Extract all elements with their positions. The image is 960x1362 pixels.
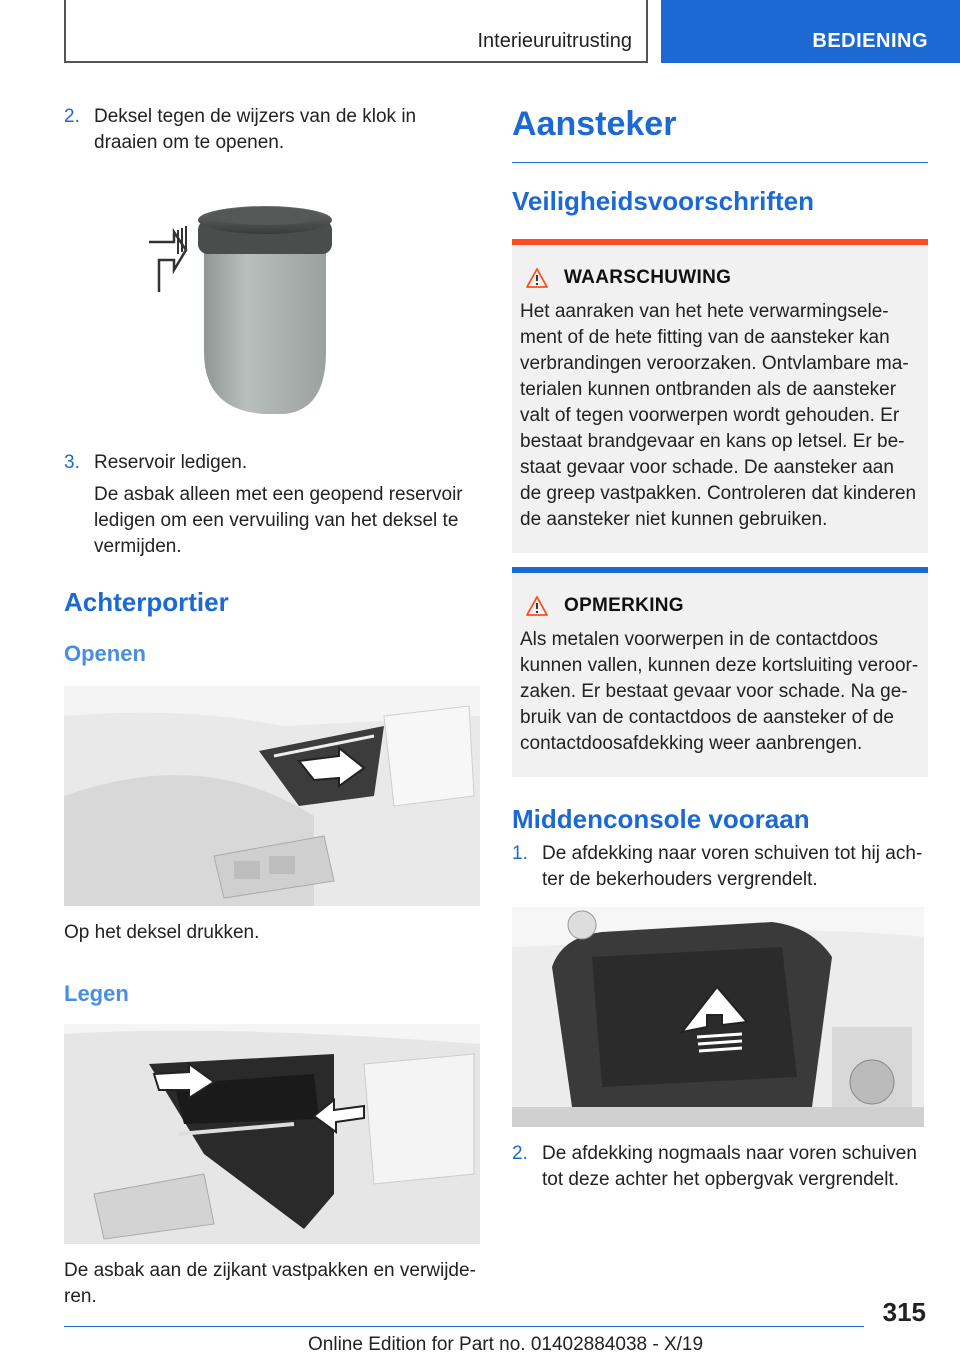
warning-label: WAARSCHUWING bbox=[564, 267, 732, 288]
page-number: 315 bbox=[882, 1297, 926, 1327]
warning-text: Het aanraken van het hete verwarmingselement of de hete fitting van de aansteker kan verbrandingen veroorzaken. Ontvlambare materialen kunnen ontbranden als de aansteker valt of tegen voorwerpen wordt gehouden. Er bestaat brandgevaar en kans op letsel. Er bestaat gevaar voor schade. De aansteker aan de greep vastpakken. Controleren dat kinderen de aansteker niet kunnen gebruiken. bbox=[520, 301, 917, 530]
section-title-center-console: Middenconsole vooraan bbox=[512, 804, 810, 834]
step-2-open-lid bbox=[64, 104, 480, 156]
step-number: 1. bbox=[512, 843, 528, 864]
figure-ashtray-lid bbox=[64, 182, 480, 414]
subsection-title-open: Openen bbox=[64, 641, 146, 666]
note-header bbox=[520, 593, 920, 619]
empty-instruction: De asbak aan de zijkant vastpakken en verwijderen. bbox=[64, 1260, 476, 1307]
note-box bbox=[512, 567, 928, 777]
edition-note: Online Edition for Part no. 01402884038 - X/19 bbox=[308, 1334, 704, 1355]
figure-rear-door-ashtray-remove bbox=[64, 1024, 480, 1244]
section-title-safety: Veiligheidsvoorschriften bbox=[512, 186, 814, 216]
note-triangle-icon bbox=[526, 596, 548, 616]
note-label: OPMERKING bbox=[564, 595, 684, 616]
step-detail: De asbak alleen met een geopend reservoir ledigen om een vervuiling van het deksel te vermijden. bbox=[94, 484, 463, 557]
header-section-tab bbox=[64, 0, 648, 63]
step-number: 2. bbox=[512, 1143, 528, 1164]
step-number: 3. bbox=[64, 452, 80, 473]
warning-box bbox=[512, 239, 928, 553]
warning-triangle-icon bbox=[526, 268, 548, 288]
figure-rear-door-ashtray-open bbox=[64, 686, 480, 906]
footer-rule bbox=[64, 1326, 864, 1327]
header-chapter-tab bbox=[661, 0, 960, 63]
right-column bbox=[512, 104, 928, 1193]
center-console-illustration bbox=[512, 907, 924, 1127]
note-text: Als metalen voorwerpen in de contactdoos kunnen vallen, kunnen deze kortsluiting veroorzaken. Er bestaat gevaar voor schade. Na gebruik van de contactdoos de aansteker of de contactdoosafdekking weer aanbrengen. bbox=[520, 629, 919, 754]
step-3-empty-reservoir bbox=[64, 450, 480, 560]
section-title-rear-door: Achterportier bbox=[64, 587, 229, 617]
console-step-1 bbox=[512, 841, 928, 893]
chapter-title-lighter: Aansteker bbox=[512, 104, 928, 163]
header-chapter-title: BEDIENING bbox=[812, 30, 928, 52]
step-text: Deksel tegen de wijzers van de klok in draaien om te openen. bbox=[94, 106, 417, 153]
open-instruction: Op het deksel drukken. bbox=[64, 922, 260, 943]
rear-door-open-illustration bbox=[64, 686, 480, 906]
figure-center-console-cover bbox=[512, 907, 924, 1127]
step-text: Reservoir ledigen. bbox=[94, 452, 248, 473]
step-text: De afdekking naar voren schuiven tot hij achter de bekerhouders vergrendelt. bbox=[542, 843, 923, 890]
console-step-2 bbox=[512, 1141, 928, 1193]
rear-door-remove-illustration bbox=[64, 1024, 480, 1244]
ashtray-lid-illustration bbox=[64, 182, 480, 414]
step-text: De afdekking nogmaals naar voren schuiven tot deze achter het opbergvak vergrendelt. bbox=[542, 1143, 917, 1190]
step-number: 2. bbox=[64, 106, 80, 127]
left-column bbox=[64, 104, 480, 1310]
header-section-title: Interieuruitrusting bbox=[477, 30, 632, 52]
warning-header bbox=[520, 265, 920, 291]
subsection-title-empty: Legen bbox=[64, 981, 129, 1006]
